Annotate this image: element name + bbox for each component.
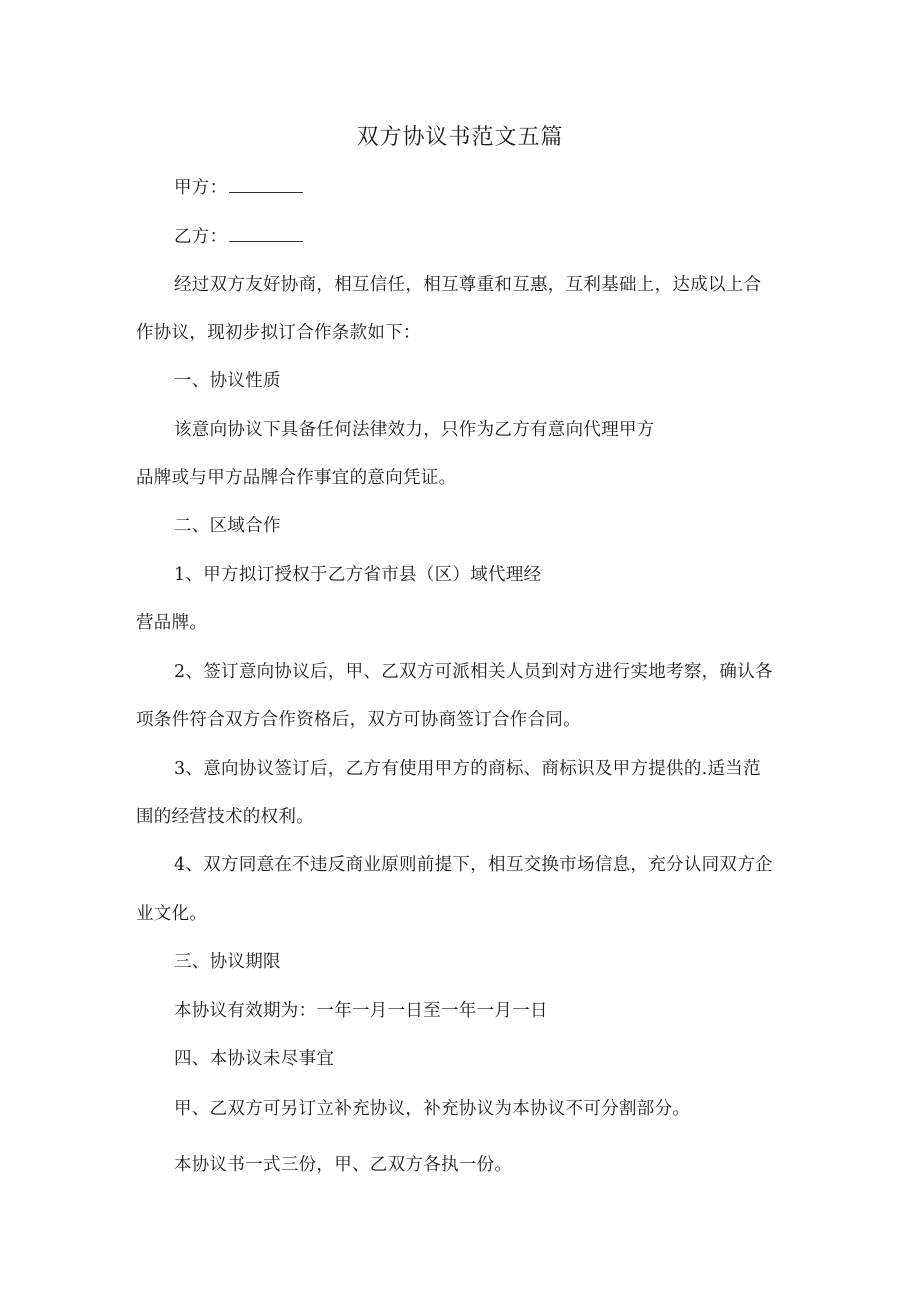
party-a-blank [229, 176, 303, 193]
item-4-line-2: 业文化。 [136, 904, 208, 924]
section-1-heading: 一、协议性质 [174, 371, 281, 391]
item-4-line-1: 4、双方同意在不违反商业原则前提下，相互交换市场信息，充分认同双方企 [174, 855, 773, 875]
section-3-heading: 三、协议期限 [174, 952, 281, 972]
section-1-line-1: 该意向协议下具备任何法律效力，只作为乙方有意向代理甲方 [174, 420, 655, 440]
section-4-text: 甲、乙双方可另订立补充协议，补充协议为本协议不可分割部分。 [174, 1099, 691, 1119]
closing-text: 本协议书一式三份，甲、乙双方各执一份。 [174, 1155, 513, 1175]
item-3-line-1: 3、意向协议签订后，乙方有使用甲方的商标、商标识及甲方提供的.适当范 [174, 759, 761, 779]
party-b-line [174, 224, 303, 250]
section-4-heading: 四、本协议未尽事宜 [174, 1049, 335, 1069]
item-1-line-2: 营品牌。 [136, 613, 208, 633]
party-b-label: 乙方： [174, 227, 228, 247]
item-1-line-1: 1、甲方拟订授权于乙方省市县（区）域代理经 [174, 565, 542, 585]
item-2-line-1: 2、签订意向协议后，甲、乙双方可派相关人员到对方进行实地考察，确认各 [174, 662, 773, 682]
party-b-blank [229, 225, 303, 242]
section-3-text: 本协议有效期为：一年一月一日至一年一月一日 [174, 1001, 548, 1021]
party-a-line [174, 175, 303, 201]
item-3-line-2: 围的经营技术的权利。 [136, 807, 314, 827]
party-a-label: 甲方： [174, 178, 228, 198]
intro-line-2: 作协议，现初步拟订合作条款如下： [136, 323, 421, 343]
intro-line-1: 经过双方友好协商，相互信任，相互尊重和互惠，互利基础上，达成以上合 [174, 275, 762, 295]
section-2-heading: 二、区域合作 [174, 516, 281, 536]
section-1-line-2: 品牌或与甲方品牌合作事宜的意向凭证。 [136, 468, 457, 488]
document-title: 双方协议书范文五篇 [356, 125, 564, 150]
item-2-line-2: 项条件符合双方合作资格后，双方可协商签订合作合同。 [136, 710, 581, 730]
